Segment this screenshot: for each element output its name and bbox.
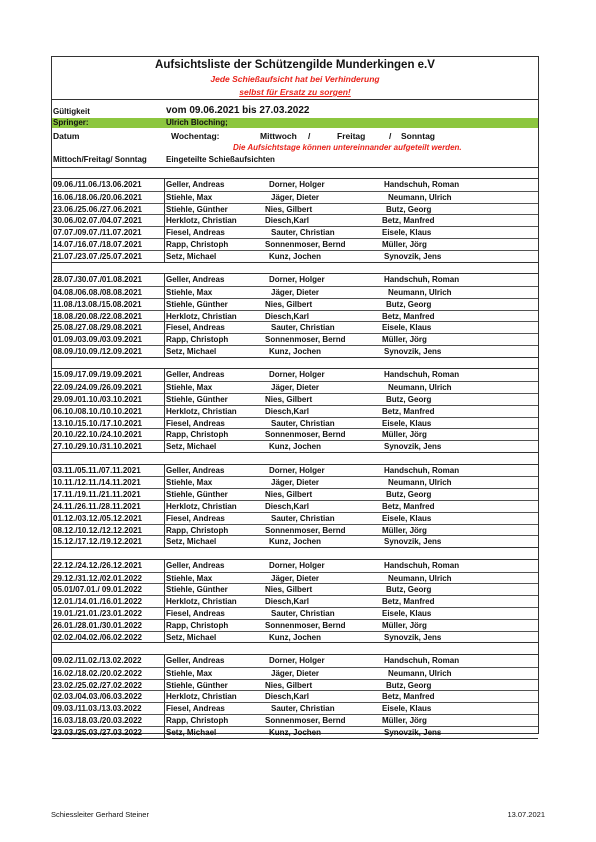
supervisor-1-cell: Rapp, Christoph [166,716,229,725]
supervisor-3-cell: Betz, Manfred [382,406,435,416]
table-row [52,417,538,429]
supervisor-2-cell: Kunz, Jochen [269,632,322,642]
supervisor-2-cell: Nies, Gilbert [265,394,313,404]
date-cell: 12.01./14.01./16.01.2022 [53,597,142,607]
supervisor-3-cell: Neumann, Ulrich [388,478,452,488]
jumper-row [52,118,538,128]
supervisor-2-cell: Sauter, Christian [271,323,335,333]
supervisor-2-cell: Sonnenmoser, Bernd [265,620,346,630]
supervisor-2-cell: Kunz, Jochen [269,727,322,737]
supervisor-3-cell: Betz, Manfred [382,692,435,702]
supervisor-3-cell: Eisele, Klaus [382,228,432,238]
date-cell: 29.12./31.12./02.01.2022 [53,573,142,583]
supervisor-1-cell: Fiesel, Andreas [166,228,225,238]
supervisor-1-cell: Setz, Michael [166,251,217,261]
supervisor-3-cell: Betz, Manfred [382,216,435,226]
date-cell: 21.07./23.07./25.07.2021 [53,251,142,261]
table-row [52,274,538,285]
date-cell: 28.07./30.07./01.08.2021 [53,275,142,285]
date-cell: 23.06./25.06./27.06.2021 [53,204,142,214]
supervisor-1-cell: Herklotz, Christian [166,501,237,511]
supervisor-1-cell: Geller, Andreas [166,560,225,570]
supervisor-1-cell: Herklotz, Christian [166,406,237,416]
table-row [52,321,538,333]
warning-line-1: Jede Schießaufsicht hat bei Verhinderung [210,74,380,84]
supervisor-2-cell: Dorner, Holger [269,275,325,285]
supervisor-3-cell: Synovzik, Jens [384,632,442,642]
supervisor-3-cell: Handschuh, Roman [384,370,460,380]
supervisor-2-cell: Dorner, Holger [269,656,325,665]
table-row [52,714,538,726]
table-row [52,393,538,405]
supervisor-1-cell: Stiehle, Max [166,478,213,488]
supervisor-3-cell: Neumann, Ulrich [388,287,452,297]
supervisor-1-cell: Stiehle, Max [166,192,213,202]
table-row [52,381,538,393]
supervisor-3-cell: Butz, Georg [386,490,432,500]
date-cell: 29.09./01.10./03.10.2021 [53,394,142,404]
supervisor-1-cell: Herklotz, Christian [166,597,237,607]
weekday-label: Wochentag: [171,131,220,141]
supervisor-2-cell: Sauter, Christian [271,513,335,523]
supervisor-1-cell: Fiesel, Andreas [166,704,225,714]
supervisor-3-cell: Müller, Jörg [382,430,427,440]
supervisor-3-cell: Neumann, Ulrich [388,383,452,393]
table-row [52,655,538,666]
supervisor-1-cell: Stiehle, Günther [166,680,228,690]
weekday-wednesday: Mittwoch [260,131,297,141]
schedule-block [52,465,538,548]
supervisor-2-cell: Kunz, Jochen [269,442,322,452]
share-note: Die Aufsichtstage können untereinnander aufgeteilt werden. [233,143,462,152]
supervisor-1-cell: Setz, Michael [166,442,217,452]
page-title: Aufsichtsliste der Schützengilde Munderkingen e.V [155,59,435,71]
weekday-separator: / [308,131,311,141]
table-row [52,214,538,226]
date-cell: 16.06./18.06./20.06.2021 [53,192,142,202]
supervisor-2-cell: Jäger, Dieter [271,573,320,583]
table-row [52,583,538,595]
date-cell: 01.09./03.09./03.09.2021 [53,335,142,345]
table-row [52,191,538,203]
supervisor-3-cell: Butz, Georg [386,204,432,214]
supervisor-2-cell: Jäger, Dieter [271,478,320,488]
weekday-sunday: Sonntag [401,131,435,141]
jumper-value: Ulrich Bloching; [166,118,228,127]
supervisor-3-cell: Handschuh, Roman [384,656,460,665]
table-row [52,476,538,488]
supervisor-3-cell: Betz, Manfred [382,311,435,321]
table-row [52,619,538,631]
supervisor-1-cell: Stiehle, Günther [166,299,228,309]
date-cell: 10.11./12.11./14.11.2021 [53,478,141,488]
supervisor-2-cell: Diesch,Karl [265,597,310,607]
table-row [52,595,538,607]
supervisor-2-cell: Sonnenmoser, Bernd [265,430,346,440]
date-cell: 30.06./02.07./04.07.2021 [53,216,142,226]
supervisor-1-cell: Rapp, Christoph [166,335,229,345]
supervisor-2-cell: Dorner, Holger [269,560,325,570]
supervisor-3-cell: Müller, Jörg [382,335,427,345]
supervisor-1-cell: Geller, Andreas [166,275,225,285]
table-row [52,560,538,571]
supervisor-2-cell: Diesch,Karl [265,692,310,702]
table-row [52,345,538,357]
supervisor-3-cell: Neumann, Ulrich [388,192,452,202]
supervisor-1-cell: Herklotz, Christian [166,216,237,226]
supervisor-1-cell: Fiesel, Andreas [166,323,225,333]
supervisor-2-cell: Sauter, Christian [271,418,335,428]
supervisor-2-cell: Dorner, Holger [269,465,325,475]
supervisor-3-cell: Müller, Jörg [382,525,427,535]
supervisor-3-cell: Betz, Manfred [382,597,435,607]
supervisor-2-cell: Sauter, Christian [271,704,335,714]
date-cell: 09.02./11.02./13.02.2022 [53,656,142,665]
supervisor-1-cell: Stiehle, Günther [166,490,228,500]
date-cell: 07.07./09.07./11.07.2021 [53,228,142,238]
table-row [52,572,538,584]
supervisor-2-cell: Nies, Gilbert [265,204,313,214]
supervisor-3-cell: Müller, Jörg [382,240,427,249]
supervisor-3-cell: Synovzik, Jens [384,346,442,356]
supervisor-3-cell: Synovzik, Jens [384,727,442,737]
date-cell: 11.08./13.08./15.08.2021 [53,299,142,309]
table-row [52,607,538,619]
date-cell: 06.10./08.10./10.10.2021 [53,406,142,416]
supervisor-2-cell: Nies, Gilbert [265,680,313,690]
date-cell: 09.06./11.06./13.06.2021 [53,180,142,189]
supervisor-3-cell: Eisele, Klaus [382,513,432,523]
supervisor-2-cell: Jäger, Dieter [271,668,320,678]
date-cell: 26.01./28.01./30.01.2022 [53,620,142,630]
supervisor-1-cell: Setz, Michael [166,537,217,547]
date-cell: 16.02./18.02./20.02.2022 [53,668,142,678]
supervisor-1-cell: Geller, Andreas [166,465,225,475]
supervisor-3-cell: Neumann, Ulrich [388,668,452,678]
supervision-sheet [51,56,539,737]
date-cell: 15.12./17.12./19.12.2021 [53,537,142,547]
table-row [52,524,538,536]
date-cell: 20.10./22.10./24.10.2021 [53,430,142,440]
supervisor-1-cell: Stiehle, Max [166,573,213,583]
supervisor-3-cell: Synovzik, Jens [384,251,442,261]
supervisor-3-cell: Handschuh, Roman [384,275,460,285]
supervisor-1-cell: Stiehle, Max [166,668,213,678]
supervisor-1-cell: Geller, Andreas [166,370,225,380]
supervisor-3-cell: Handschuh, Roman [384,465,460,475]
date-cell: 23.02./25.02./27.02.2022 [53,680,142,690]
schedule-block [52,274,538,357]
supervisor-3-cell: Neumann, Ulrich [388,573,452,583]
supervisor-1-cell: Setz, Michael [166,632,217,642]
supervisor-1-cell: Rapp, Christoph [166,430,229,440]
supervisor-3-cell: Müller, Jörg [382,620,427,630]
supervisor-2-cell: Kunz, Jochen [269,346,322,356]
table-row [52,179,538,190]
supervisor-2-cell: Dorner, Holger [269,180,325,189]
table-row [52,286,538,298]
table-row [52,512,538,524]
table-row [52,250,538,262]
date-cell: 22.09./24.09./26.09.2021 [53,383,142,393]
date-cell: 08.12./10.12./12.12.2021 [53,525,142,535]
date-cell: 01.12./03.12./05.12.2021 [53,513,142,523]
table-row [52,667,538,679]
table-row [52,702,538,714]
table-row [52,203,538,215]
schedule-block [52,655,538,738]
date-cell: 25.08./27.08./29.08.2021 [53,323,142,333]
date-cell: 08.09./10.09./12.09.2021 [53,346,142,356]
footer-date: 13.07.2021 [507,810,545,819]
schedule-block [52,369,538,452]
supervisor-1-cell: Stiehle, Günther [166,204,228,214]
validity-label: Gültigkeit [53,107,90,116]
supervisor-3-cell: Butz, Georg [386,680,432,690]
validity-value: vom 09.06.2021 bis 27.03.2022 [166,105,310,116]
supervisor-3-cell: Butz, Georg [386,299,432,309]
supervisor-1-cell: Geller, Andreas [166,656,225,665]
supervisor-3-cell: Eisele, Klaus [382,418,432,428]
supervisor-1-cell: Geller, Andreas [166,180,225,189]
supervisor-3-cell: Butz, Georg [386,585,432,595]
supervisor-1-cell: Stiehle, Max [166,287,213,297]
warning-line-2: selbst für Ersatz zu sorgen! [239,87,351,97]
supervisor-2-cell: Jäger, Dieter [271,383,320,393]
supervisor-2-cell: Diesch,Karl [265,501,310,511]
date-cell: 04.08./06.08./08.08.2021 [53,287,142,297]
date-cell: 15.09./17.09./19.09.2021 [53,370,142,380]
divider [52,167,538,168]
supervisor-2-cell: Diesch,Karl [265,216,310,226]
date-cell: 09.03./11.03./13.03.2022 [53,704,142,714]
supervisor-2-cell: Diesch,Karl [265,406,310,416]
table-row [52,535,538,547]
weekday-separator: / [389,131,392,141]
supervisor-3-cell: Müller, Jörg [382,716,427,725]
supervisor-1-cell: Fiesel, Andreas [166,608,225,618]
supervisor-1-cell: Setz, Michael [166,346,217,356]
supervisor-2-cell: Kunz, Jochen [269,537,322,547]
supervisor-1-cell: Stiehle, Günther [166,585,228,595]
supervisor-3-cell: Eisele, Klaus [382,608,432,618]
date-cell: 02.02./04.02./06.02.2022 [53,632,142,642]
supervisor-3-cell: Eisele, Klaus [382,704,432,714]
supervisor-2-cell: Sonnenmoser, Bernd [265,525,346,535]
table-row [52,690,538,702]
supervisor-2-cell: Sauter, Christian [271,608,335,618]
date-cell: 23.03./25.03./27.03.2022 [53,727,142,737]
date-label: Datum [53,131,80,141]
schedule-block [52,179,538,262]
supervisor-1-cell: Herklotz, Christian [166,692,237,702]
date-cell: 16.03./18.03./20.03.2022 [53,716,142,725]
supervisor-2-cell: Dorner, Holger [269,370,325,380]
table-row [52,405,538,417]
supervisor-3-cell: Eisele, Klaus [382,323,432,333]
table-row [52,726,538,738]
table-row [52,333,538,345]
table-row [52,310,538,322]
date-cell: 14.07./16.07./18.07.2021 [53,240,142,249]
supervisor-3-cell: Synovzik, Jens [384,537,442,547]
supervisor-2-cell: Jäger, Dieter [271,287,320,297]
supervisor-1-cell: Rapp, Christoph [166,240,229,249]
table-row [52,465,538,476]
supervisor-2-cell: Diesch,Karl [265,311,310,321]
supervisor-1-cell: Fiesel, Andreas [166,418,225,428]
supervisor-3-cell: Synovzik, Jens [384,442,442,452]
weekday-friday: Freitag [337,131,366,141]
date-cell: 03.11./05.11./07.11.2021 [53,465,141,475]
supervisor-3-cell: Betz, Manfred [382,501,435,511]
date-cell: 13.10./15.10./17.10.2021 [53,418,142,428]
table-row [52,238,538,250]
supervisor-2-cell: Jäger, Dieter [271,192,320,202]
supervisor-1-cell: Setz, Michael [166,727,217,737]
date-cell: 02.03./04.03./06.03.2022 [53,692,142,702]
schedule-block [52,560,538,643]
table-row [52,440,538,452]
date-cell: 19.01./21.01./23.01.2022 [53,608,142,618]
supervisor-1-cell: Fiesel, Andreas [166,513,225,523]
table-row [52,500,538,512]
table-row [52,298,538,310]
assigned-label: Eingeteilte Schießaufsichten [166,155,275,164]
supervisor-2-cell: Nies, Gilbert [265,490,313,500]
table-row [52,631,538,643]
supervisor-2-cell: Sonnenmoser, Bernd [265,716,346,725]
supervisor-1-cell: Rapp, Christoph [166,525,229,535]
footer-signature: Schiessleiter Gerhard Steiner [51,810,149,819]
date-cell: 27.10./29.10./31.10.2021 [53,442,142,452]
supervisor-2-cell: Kunz, Jochen [269,251,322,261]
date-cell: 17.11./19.11./21.11.2021 [53,490,141,500]
table-row [52,428,538,440]
date-cell: 18.08./20.08./22.08.2021 [53,311,142,321]
supervisor-3-cell: Handschuh, Roman [384,560,460,570]
supervisor-1-cell: Stiehle, Max [166,383,213,393]
days-label: Mittoch/Freitag/ Sonntag [53,155,147,164]
supervisor-3-cell: Butz, Georg [386,394,432,404]
supervisor-2-cell: Sauter, Christian [271,228,335,238]
table-row [52,369,538,380]
date-cell: 05.01/07.01./ 09.01.2022 [53,585,142,595]
supervisor-3-cell: Handschuh, Roman [384,180,460,189]
table-row [52,488,538,500]
supervisor-1-cell: Rapp, Christoph [166,620,229,630]
divider [52,99,538,100]
date-cell: 22.12./24.12./26.12.2021 [53,560,142,570]
table-row [52,679,538,691]
table-row [52,226,538,238]
date-cell: 24.11./26.11./28.11.2021 [53,501,141,511]
supervisor-1-cell: Herklotz, Christian [166,311,237,321]
supervisor-2-cell: Nies, Gilbert [265,585,313,595]
jumper-label: Springer: [53,118,89,127]
supervisor-2-cell: Sonnenmoser, Bernd [265,240,346,249]
supervisor-1-cell: Stiehle, Günther [166,394,228,404]
supervisor-2-cell: Nies, Gilbert [265,299,313,309]
supervisor-2-cell: Sonnenmoser, Bernd [265,335,346,345]
